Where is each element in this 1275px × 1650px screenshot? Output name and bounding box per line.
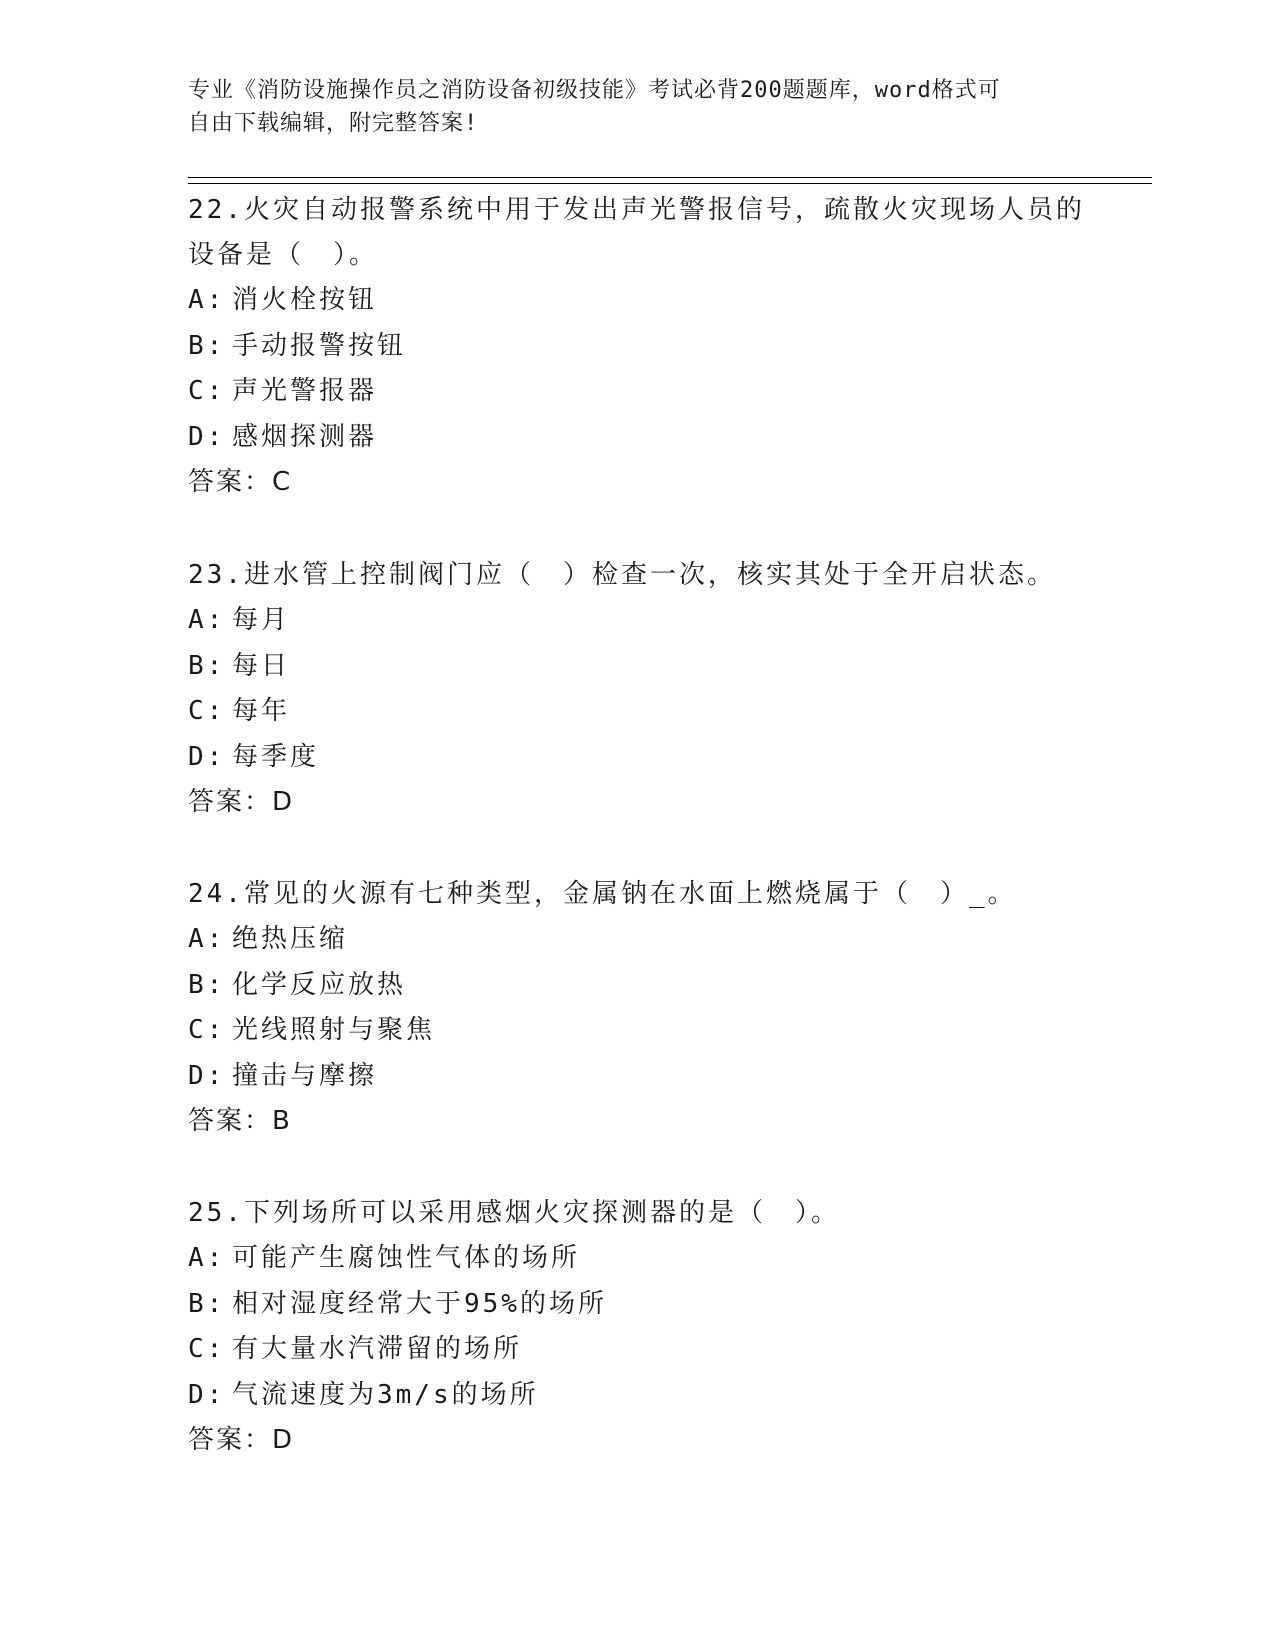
header-line-1: 专业《消防设施操作员之消防设备初级技能》考试必背200题题库，word格式可 — [188, 78, 1001, 103]
option-d — [188, 735, 1088, 781]
option-letter: D: — [188, 1379, 226, 1410]
option-letter: C: — [188, 1334, 226, 1364]
header-divider-bottom — [188, 183, 1152, 184]
question-stem — [188, 188, 1088, 233]
option-text: 撞击与摩擦 — [232, 1060, 378, 1091]
document-header — [188, 74, 1088, 140]
answer-label: 答案： — [188, 1106, 273, 1136]
question-25 — [188, 1191, 1088, 1464]
option-b — [188, 963, 1088, 1009]
option-a — [188, 917, 1088, 963]
answer-line — [188, 1099, 1088, 1145]
question-stem — [188, 872, 1088, 917]
option-text: 每季度 — [232, 741, 320, 772]
option-d — [188, 415, 1088, 461]
option-letter: B: — [188, 330, 226, 361]
question-number: 24. — [188, 879, 244, 909]
option-letter: D: — [188, 741, 226, 772]
question-22 — [188, 188, 1088, 506]
option-text: 气流速度为3m/s的场所 — [232, 1379, 539, 1410]
option-letter: A: — [188, 1243, 226, 1273]
answer-value: B — [272, 1106, 292, 1136]
header-divider-top — [188, 177, 1152, 178]
answer-label: 答案： — [188, 467, 273, 497]
answer-label: 答案： — [188, 1425, 273, 1455]
option-text: 相对湿度经常大于95%的场所 — [232, 1288, 607, 1319]
option-text: 光线照射与聚焦 — [232, 1015, 436, 1045]
option-text: 绝热压缩 — [232, 924, 349, 954]
answer-value: D — [272, 787, 295, 817]
option-c — [188, 1327, 1088, 1373]
answer-value: D — [272, 1425, 295, 1455]
option-letter: B: — [188, 650, 226, 681]
option-a — [188, 1236, 1088, 1282]
option-b — [188, 644, 1088, 690]
option-c — [188, 689, 1088, 735]
option-text: 每月 — [232, 605, 291, 635]
option-letter: B: — [188, 969, 226, 1000]
question-number: 25. — [188, 1198, 244, 1228]
option-letter: D: — [188, 421, 226, 452]
option-text: 每年 — [232, 696, 291, 726]
question-number: 22. — [188, 195, 244, 225]
answer-line — [188, 780, 1088, 826]
option-text: 手动报警按钮 — [232, 330, 407, 361]
option-text: 消火栓按钮 — [232, 285, 378, 315]
option-text: 化学反应放热 — [232, 969, 407, 1000]
option-letter: A: — [188, 924, 226, 954]
option-letter: A: — [188, 285, 226, 315]
question-stem-line-1: 下列场所可以采用感烟火灾探测器的是（ ）。 — [243, 1198, 840, 1228]
option-text: 每日 — [232, 650, 291, 681]
option-b — [188, 324, 1088, 370]
option-d — [188, 1373, 1088, 1419]
answer-line — [188, 1418, 1088, 1464]
option-text: 感烟探测器 — [232, 421, 378, 452]
question-24 — [188, 872, 1088, 1145]
question-stem — [188, 1191, 1088, 1236]
option-d — [188, 1054, 1088, 1100]
question-stem-line-1: 进水管上控制阀门应（ ）检查一次，核实其处于全开启状态。 — [243, 560, 1056, 590]
option-letter: C: — [188, 696, 226, 726]
option-letter: B: — [188, 1288, 226, 1319]
question-23 — [188, 553, 1088, 826]
answer-line — [188, 460, 1088, 506]
answer-value: C — [272, 467, 293, 497]
question-stem — [188, 553, 1088, 598]
option-a — [188, 598, 1088, 644]
option-letter: A: — [188, 605, 226, 635]
answer-label: 答案： — [188, 787, 273, 817]
option-text: 有大量水汽滞留的场所 — [232, 1334, 523, 1364]
option-letter: D: — [188, 1060, 226, 1091]
option-letter: C: — [188, 1015, 226, 1045]
question-stem-line-1: 常见的火源有七种类型，金属钠在水面上燃烧属于（ ）_。 — [243, 879, 1017, 909]
option-c — [188, 369, 1088, 415]
option-text: 声光警报器 — [232, 376, 378, 406]
question-number: 23. — [188, 560, 244, 590]
option-text: 可能产生腐蚀性气体的场所 — [232, 1243, 581, 1273]
option-letter: C: — [188, 376, 226, 406]
option-a — [188, 278, 1088, 324]
question-stem-line-2: 设备是（ ）。 — [188, 240, 379, 270]
header-line-2: 自由下载编辑，附完整答案! — [188, 111, 479, 136]
question-stem-line-1: 火灾自动报警系统中用于发出声光警报信号，疏散火灾现场人员的 — [243, 195, 1085, 225]
option-c — [188, 1008, 1088, 1054]
option-b — [188, 1282, 1088, 1328]
